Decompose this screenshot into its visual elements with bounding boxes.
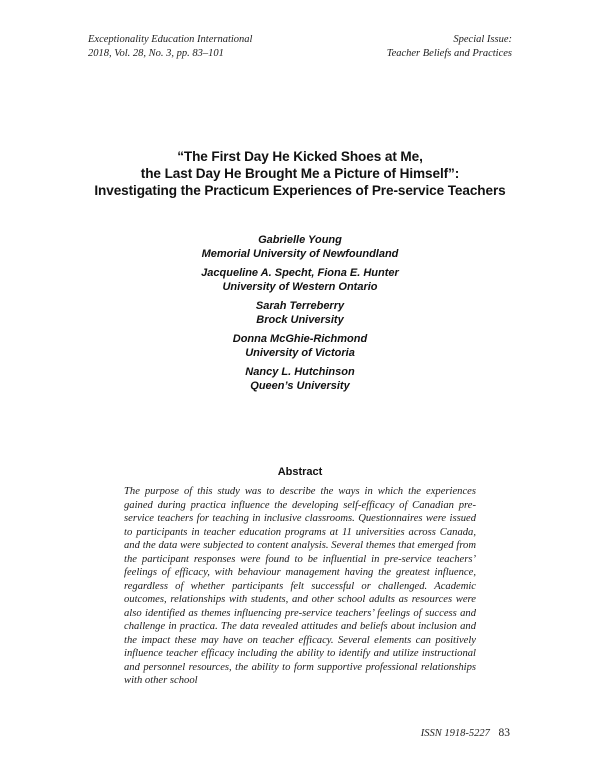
journal-citation: 2018, Vol. 28, No. 3, pp. 83–101 [88, 48, 224, 59]
author-block [100, 365, 500, 393]
author-names: Sarah Terreberry [255, 300, 345, 312]
page-footer [421, 727, 510, 739]
title-line-3: Investigating the Practicum Experiences of Pre-service Teachers [94, 183, 506, 198]
author-affiliation: Memorial University of Newfoundland [201, 248, 399, 260]
author-affiliation: University of Western Ontario [222, 281, 378, 293]
author-affiliation: Brock University [256, 314, 344, 326]
paper-title [60, 148, 540, 199]
author-affiliation: Queen’s University [250, 380, 350, 392]
author-affiliation: University of Victoria [245, 347, 355, 359]
author-list [100, 233, 500, 398]
abstract-heading: Abstract [277, 466, 323, 478]
author-names: Nancy L. Hutchinson [245, 366, 355, 378]
title-line-2: the Last Day He Brought Me a Picture of Himself”: [140, 166, 460, 181]
author-block [100, 299, 500, 327]
special-issue-label: Special Issue: [453, 34, 512, 45]
page-number: 83 [498, 727, 510, 739]
author-names: Jacqueline A. Specht, Fiona E. Hunter [201, 267, 399, 279]
author-block [100, 266, 500, 294]
running-header-left [88, 33, 252, 61]
author-names: Donna McGhie-Richmond [232, 333, 368, 345]
issn: ISSN 1918-5227 [420, 728, 490, 739]
title-line-1: “The First Day He Kicked Shoes at Me, [177, 149, 423, 164]
author-block [100, 332, 500, 360]
special-issue-theme: Teacher Beliefs and Practices [386, 48, 512, 59]
abstract-text: The purpose of this study was to describe the ways in which the experiences gained during practica influence the developing self-efficacy of Canadian pre-service teachers for teaching in inclusive classrooms. Questionnaires were issued to participants in teacher education programs at 11 universities across Canada, and the data were subjected to content analysis. Several themes that emerged from the participant responses were found to be influential in pre-service teachers’ feelings of efficacy, with behaviour management having the greatest influence, regardless of whether participants felt successful or challenged. Academic outcomes, relationships with students, and other school adults as resources were also identified as themes influencing pre-service teachers’ feelings of success and challenge in practica. The data revealed attitudes and beliefs about inclusion and the impact these may have on teacher efficacy. Several elements can positively influence teacher efficacy including the ability to identify and utilize instructional and personnel resources, the ability to form supportive professional relationships with other school [124, 486, 476, 686]
author-names: Gabrielle Young [258, 234, 342, 246]
running-header-right [387, 33, 512, 61]
author-block [100, 233, 500, 261]
journal-name: Exceptionality Education International [88, 34, 253, 45]
